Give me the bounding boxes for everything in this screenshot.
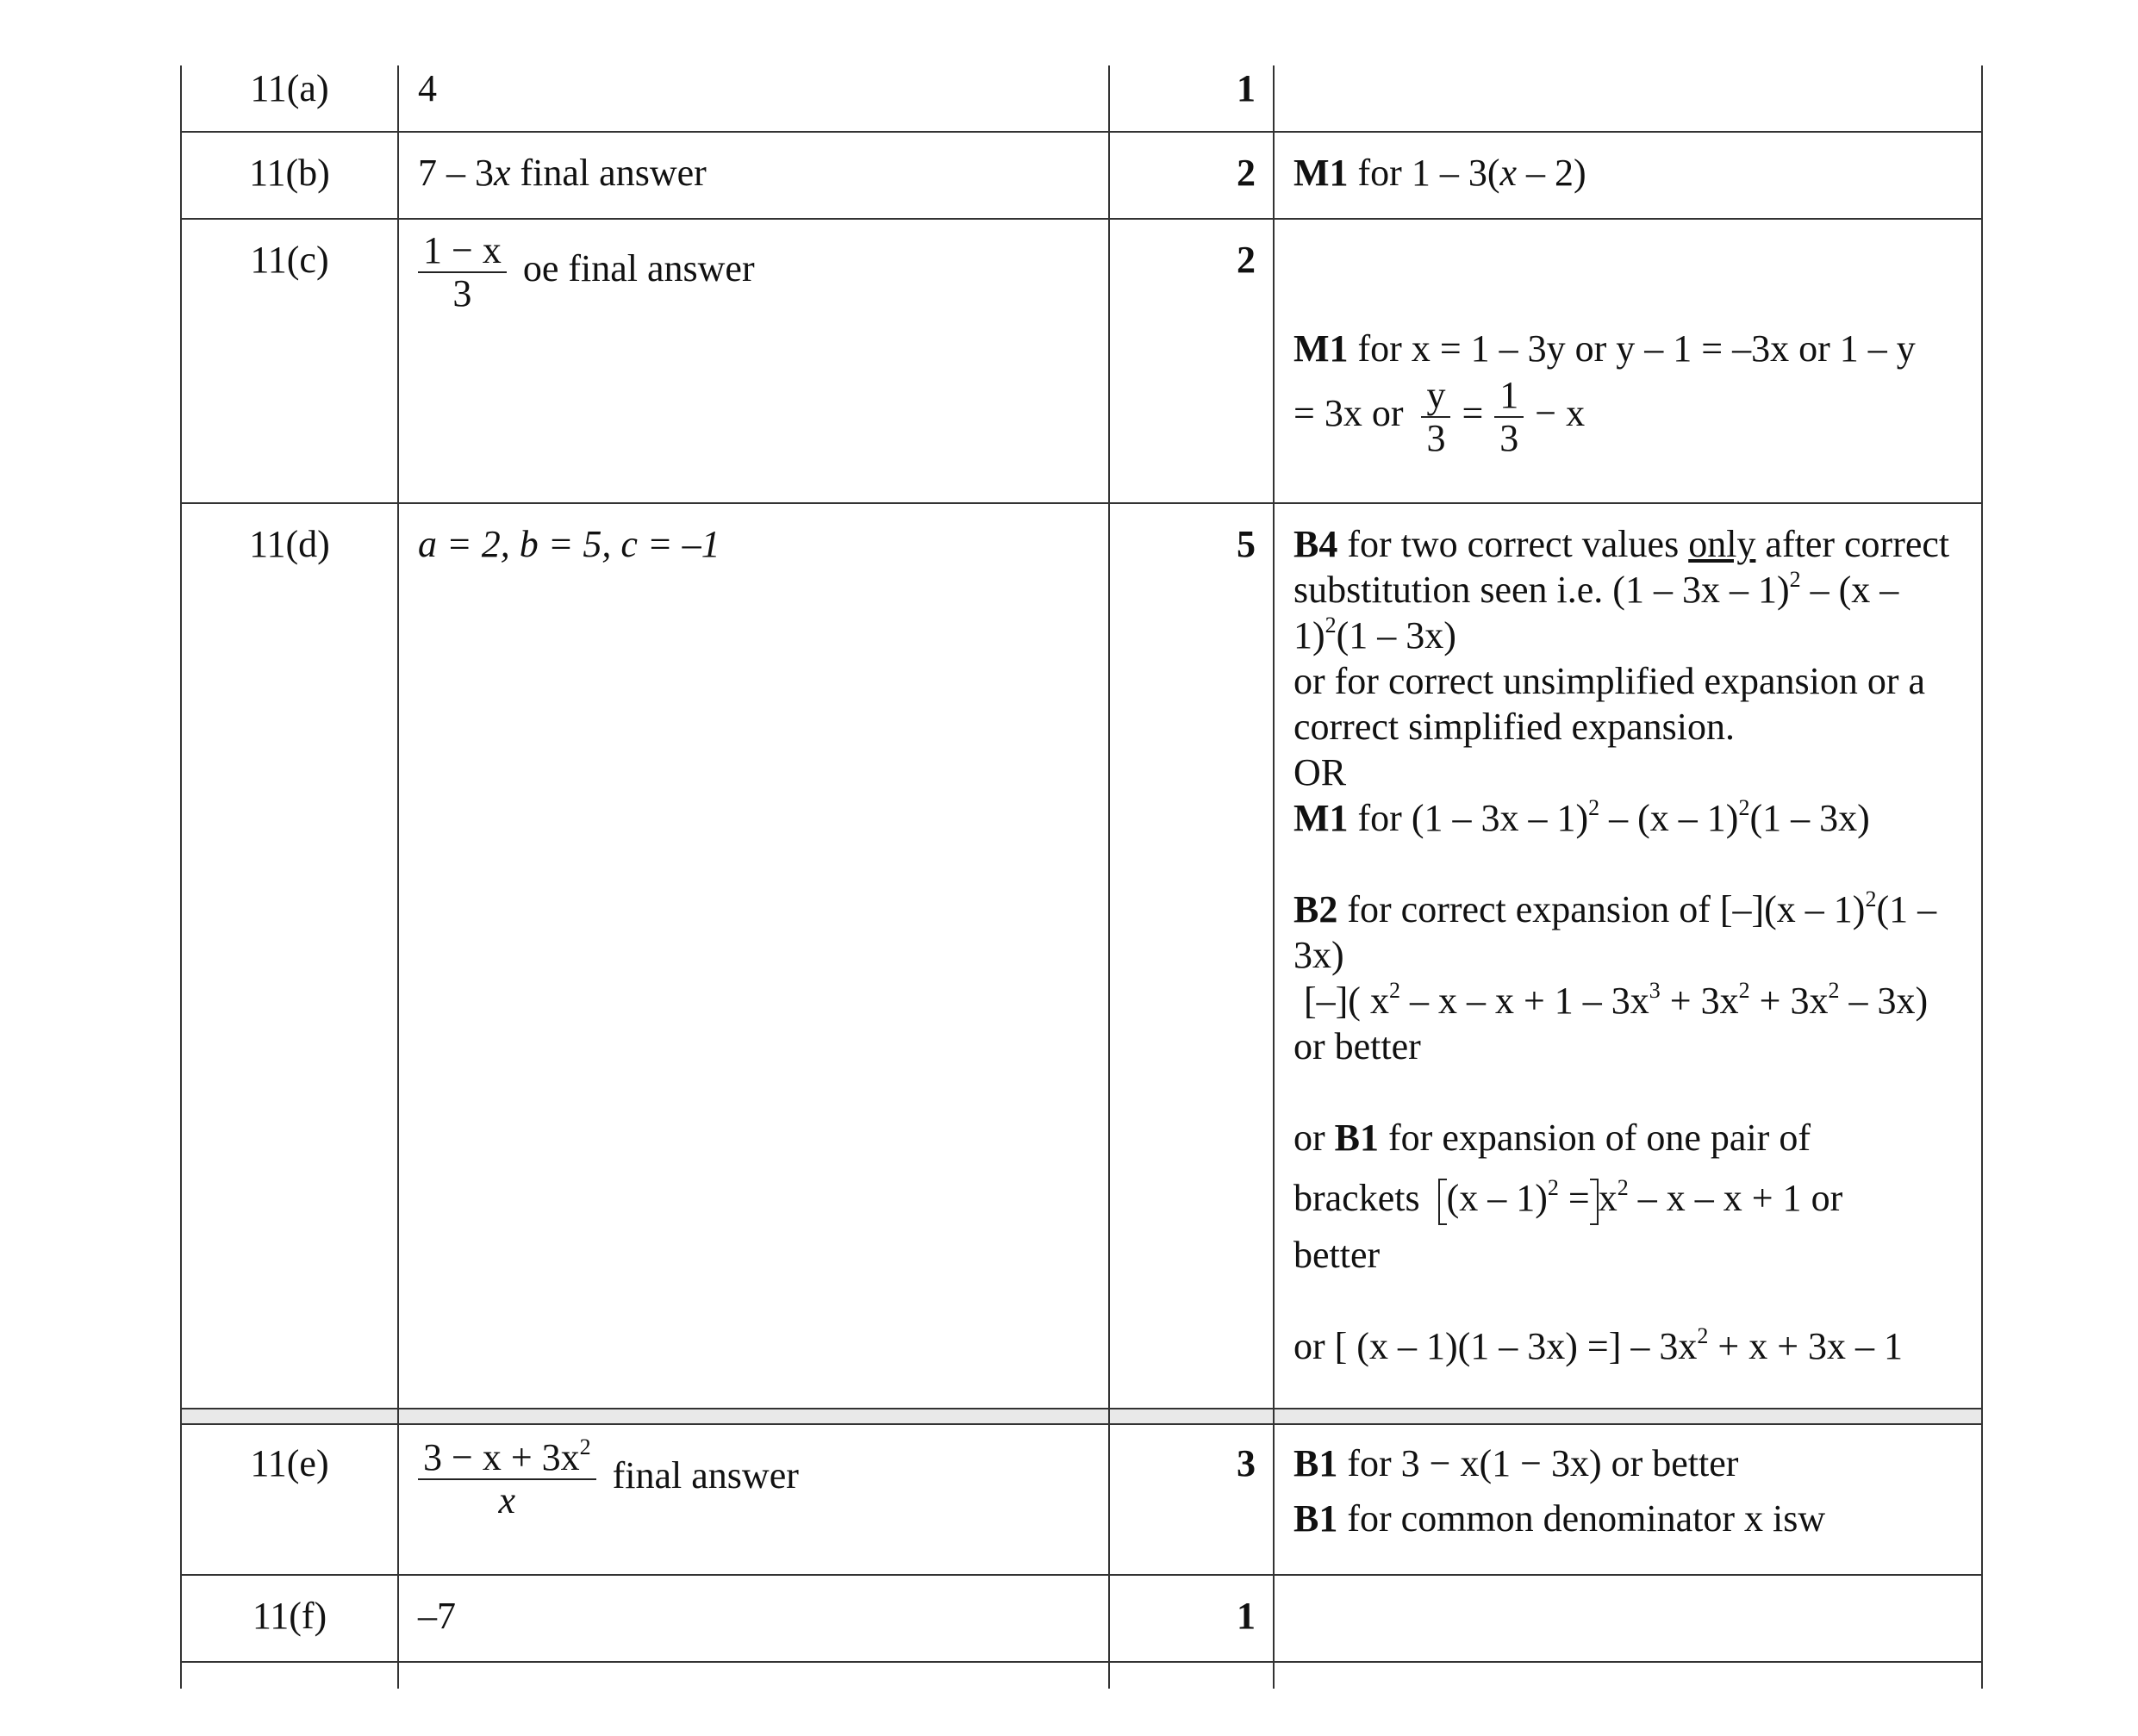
marks-cell: 2	[1108, 218, 1273, 502]
part-label: 11(b)	[249, 152, 330, 194]
part-label: 11(d)	[249, 523, 330, 565]
table-row	[182, 65, 1981, 133]
mark-scheme-table	[180, 65, 1983, 1689]
notes-cell: M1 for x = 1 – 3y or y – 1 = –3x or 1 – y = 3x or $\frac{y}{3}$ = $\frac{1}{3}$ − x	[1273, 218, 1981, 502]
answer-cell: a = 2, b = 5, c = –1	[397, 502, 1108, 1408]
part-label: 11(e)	[250, 1442, 329, 1484]
marks-cell: 1	[1108, 65, 1273, 131]
fraction-y-over-3: $\frac{y}{3}$	[1421, 375, 1450, 459]
answer-cell: –7	[397, 1574, 1108, 1661]
table-row-stub	[182, 1661, 1981, 1689]
answer-cell: 4	[397, 65, 1108, 131]
part-label: 11(f)	[252, 1595, 327, 1637]
marks-cell: 3	[1108, 1422, 1273, 1574]
answer-cell: 7 – 3x final answer	[397, 131, 1108, 218]
table-row	[182, 218, 1981, 504]
part-label: 11(c)	[250, 239, 329, 281]
notes-cell	[1273, 65, 1981, 131]
table-row	[182, 502, 1981, 1408]
table-row	[182, 131, 1981, 220]
answer-cell: $\frac{1 - x}{3}$ oe final answer	[397, 218, 1108, 502]
notes-cell: B1 for 3 − x(1 − 3x) or better B1 for common denominator x isw	[1273, 1422, 1981, 1574]
notes-cell: B4 for two correct values only after correct substitution seen i.e. (1 – 3x – 1)$^2$ – (x – 1)$^2$(1 – 3x) or for correct unsimplified expansion or a correct simplified expansion. OR M1 for (1 – 3x – 1)$^2$ – (x – 1)$^2$(1 – 3x) B2 for correct expansion of [–](x – 1)$^2$(1 – 3x) [–]( $x^2 - x - x + 1 - 3x^3 + 3x^2 + 3x^2 - 3x$) or better or B1 for expansion of one pair of brackets $(x - 1)^2 = x^2 - x - x + 1$ or better or [ (x – 1)(1 – 3x) =] – $3x^2 + x + 3x - 1$	[1273, 502, 1981, 1408]
table-row	[182, 1422, 1981, 1576]
marks-cell: 5	[1108, 502, 1273, 1408]
part-label: 11(a)	[250, 67, 329, 109]
answer-fraction: $\frac{1 - x}{3}$	[418, 230, 507, 314]
notes-cell	[1273, 1574, 1981, 1661]
answer-fraction: $\frac{3 - x + 3x^2}{x}$	[418, 1437, 596, 1521]
fraction-1-over-3: $\frac{1}{3}$	[1494, 375, 1524, 459]
notes-cell: M1 for 1 – 3(x – 2)	[1273, 131, 1981, 218]
table-row	[182, 1574, 1981, 1663]
marks-cell: 1	[1108, 1574, 1273, 1661]
marks-cell: 2	[1108, 131, 1273, 218]
answer-cell: $\frac{3 - x + 3x^2}{x}$ final answer	[397, 1422, 1108, 1574]
